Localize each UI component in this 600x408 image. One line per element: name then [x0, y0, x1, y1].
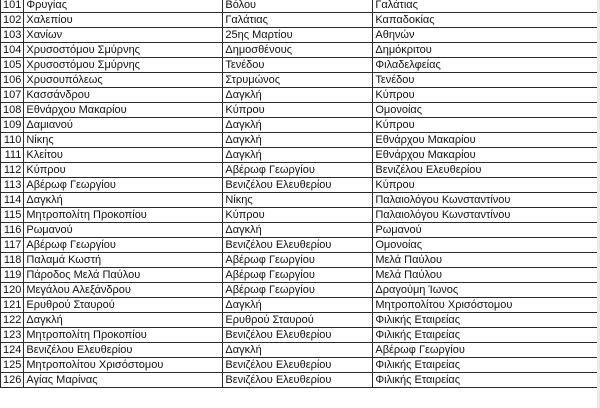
from-street-cell: Δαγκλή: [223, 88, 373, 103]
to-street-cell: Δραγούμη Ίωνος: [373, 283, 599, 298]
from-street-cell: Δαγκλή: [223, 148, 373, 163]
to-street-cell: Αθηνών: [373, 28, 599, 43]
row-number-cell: 105: [1, 58, 24, 73]
table-row: [1, 43, 599, 58]
to-street-cell: Καπαδοκίας: [373, 13, 599, 28]
row-number-cell: 113: [1, 178, 24, 193]
table-row: [1, 343, 599, 358]
table-row: [1, 298, 599, 313]
to-street-cell: Εθνάρχου Μακαρίου: [373, 133, 599, 148]
row-number-cell: 124: [1, 343, 24, 358]
row-number-cell: 102: [1, 13, 24, 28]
to-street-cell: Μητροπολίτου Χρισόστομου: [373, 298, 599, 313]
from-street-cell: Βενιζέλου Ελευθερίου: [223, 238, 373, 253]
row-number-cell: 103: [1, 28, 24, 43]
street-cell: Χρυσοστόμου Σμύρνης: [24, 43, 223, 58]
street-cell: Μητροπολίτη Προκοπίου: [24, 208, 223, 223]
to-street-cell: Δημόκριτου: [373, 43, 599, 58]
table-row: [1, 88, 599, 103]
table-row: [1, 283, 599, 298]
street-cell: Μεγάλου Αλεξάνδρου: [24, 283, 223, 298]
street-cell: Αβέρωφ Γεωργίου: [24, 238, 223, 253]
table-row: [1, 178, 599, 193]
table-row: [1, 268, 599, 283]
street-cell: Παλαμά Κωστή: [24, 253, 223, 268]
to-street-cell: Μελά Παύλου: [373, 253, 599, 268]
from-street-cell: Αβέρωφ Γεωργίου: [223, 268, 373, 283]
table-row: [1, 28, 599, 43]
from-street-cell: Δαγκλή: [223, 223, 373, 238]
to-street-cell: Ρωμανού: [373, 223, 599, 238]
row-number-cell: 115: [1, 208, 24, 223]
to-street-cell: Φιλικής Εταιρείας: [373, 358, 599, 373]
street-cell: Βενιζέλου Ελευθερίου: [24, 343, 223, 358]
from-street-cell: Στρυμώνος: [223, 73, 373, 88]
street-cell: Δαγκλή: [24, 193, 223, 208]
row-number-cell: 121: [1, 298, 24, 313]
row-number-cell: 122: [1, 313, 24, 328]
from-street-cell: Αβέρωφ Γεωργίου: [223, 283, 373, 298]
row-number-cell: 111: [1, 148, 24, 163]
row-number-cell: 112: [1, 163, 24, 178]
street-cell: Χρυσουπόλεως: [24, 73, 223, 88]
from-street-cell: Βενιζέλου Ελευθερίου: [223, 328, 373, 343]
to-street-cell: Κύπρου: [373, 178, 599, 193]
row-number-cell: 108: [1, 103, 24, 118]
table-row: [1, 58, 599, 73]
to-street-cell: Τενέδου: [373, 73, 599, 88]
table-body: [1, 0, 599, 388]
street-cell: Αγίας Μαρίνας: [24, 373, 223, 388]
street-cell: Μητροπολίτου Χρισόστομου: [24, 358, 223, 373]
table-row: [1, 118, 599, 133]
street-cell: Νίκης: [24, 133, 223, 148]
row-number-cell: 114: [1, 193, 24, 208]
to-street-cell: Παλαιολόγου Κωνσταντίνου: [373, 193, 599, 208]
table-row: [1, 208, 599, 223]
to-street-cell: Φιλικής Εταιρείας: [373, 313, 599, 328]
street-cell: Μητροπολίτη Προκοπίου: [24, 328, 223, 343]
table-row: [1, 148, 599, 163]
to-street-cell: Ομονοίας: [373, 238, 599, 253]
to-street-cell: Κύπρου: [373, 88, 599, 103]
row-number-cell: 125: [1, 358, 24, 373]
from-street-cell: Δημοσθένους: [223, 43, 373, 58]
row-number-cell: 118: [1, 253, 24, 268]
from-street-cell: Νίκης: [223, 193, 373, 208]
row-number-cell: 123: [1, 328, 24, 343]
street-cell: Χανίων: [24, 28, 223, 43]
to-street-cell: Φιλαδελφείας: [373, 58, 599, 73]
table-row: [1, 253, 599, 268]
table-row: [1, 193, 599, 208]
to-street-cell: Ομονοίας: [373, 103, 599, 118]
row-number-cell: 120: [1, 283, 24, 298]
table-row: [1, 313, 599, 328]
from-street-cell: Κύπρου: [223, 103, 373, 118]
from-street-cell: Βενιζέλου Ελευθερίου: [223, 358, 373, 373]
row-number-cell: 116: [1, 223, 24, 238]
from-street-cell: Δαγκλή: [223, 298, 373, 313]
table-row: [1, 73, 599, 88]
row-number-cell: 107: [1, 88, 24, 103]
to-street-cell: Παλαιολόγου Κωνσταντίνου: [373, 208, 599, 223]
from-street-cell: Βόλου: [223, 0, 373, 13]
from-street-cell: Δαγκλή: [223, 343, 373, 358]
to-street-cell: Βενιζέλου Ελευθερίου: [373, 163, 599, 178]
table-row: [1, 163, 599, 178]
street-cell: Πάροδος Μελά Παύλου: [24, 268, 223, 283]
from-street-cell: Κύπρου: [223, 208, 373, 223]
table-row: [1, 13, 599, 28]
street-cell: Ρωμανού: [24, 223, 223, 238]
street-cell: Χρυσοστόμου Σμύρνης: [24, 58, 223, 73]
to-street-cell: Φιλικής Εταιρείας: [373, 373, 599, 388]
to-street-cell: Γαλάτιας: [373, 0, 599, 13]
row-number-cell: 126: [1, 373, 24, 388]
row-number-cell: 119: [1, 268, 24, 283]
row-number-cell: 101: [1, 0, 24, 13]
table-row: [1, 0, 599, 13]
street-cell: Φρυγίας: [24, 0, 223, 13]
from-street-cell: 25ης Μαρτίου: [223, 28, 373, 43]
to-street-cell: Φιλικής Εταιρείας: [373, 328, 599, 343]
from-street-cell: Βενιζέλου Ελευθερίου: [223, 178, 373, 193]
row-number-cell: 106: [1, 73, 24, 88]
table-row: [1, 133, 599, 148]
row-number-cell: 110: [1, 133, 24, 148]
street-cell: Αβέρωφ Γεωργίου: [24, 178, 223, 193]
table-row: [1, 238, 599, 253]
table-row: [1, 103, 599, 118]
table-row: [1, 358, 599, 373]
row-number-cell: 104: [1, 43, 24, 58]
to-street-cell: Εθνάρχου Μακαρίου: [373, 148, 599, 163]
to-street-cell: Μελά Παύλου: [373, 268, 599, 283]
from-street-cell: Αβέρωφ Γεωργίου: [223, 163, 373, 178]
street-cell: Κλείτου: [24, 148, 223, 163]
from-street-cell: Αβέρωφ Γεωργίου: [223, 253, 373, 268]
street-cell: Δαγκλή: [24, 313, 223, 328]
table-row: [1, 223, 599, 238]
from-street-cell: Ερυθρού Σταυρού: [223, 313, 373, 328]
street-cell: Χαλεπίου: [24, 13, 223, 28]
street-cell: Εθνάρχου Μακαρίου: [24, 103, 223, 118]
from-street-cell: Τενέδου: [223, 58, 373, 73]
from-street-cell: Δαγκλή: [223, 118, 373, 133]
from-street-cell: Βενιζέλου Ελευθερίου: [223, 373, 373, 388]
street-cell: Ερυθρού Σταυρού: [24, 298, 223, 313]
table-row: [1, 328, 599, 343]
street-cell: Κασσάνδρου: [24, 88, 223, 103]
from-street-cell: Γαλάτιας: [223, 13, 373, 28]
row-number-cell: 117: [1, 238, 24, 253]
to-street-cell: Κύπρου: [373, 118, 599, 133]
street-cell: Δαμιανού: [24, 118, 223, 133]
to-street-cell: Αβέρωφ Γεωργίου: [373, 343, 599, 358]
street-cell: Κύπρου: [24, 163, 223, 178]
table-row: [1, 373, 599, 388]
row-number-cell: 109: [1, 118, 24, 133]
from-street-cell: Δαγκλή: [223, 133, 373, 148]
